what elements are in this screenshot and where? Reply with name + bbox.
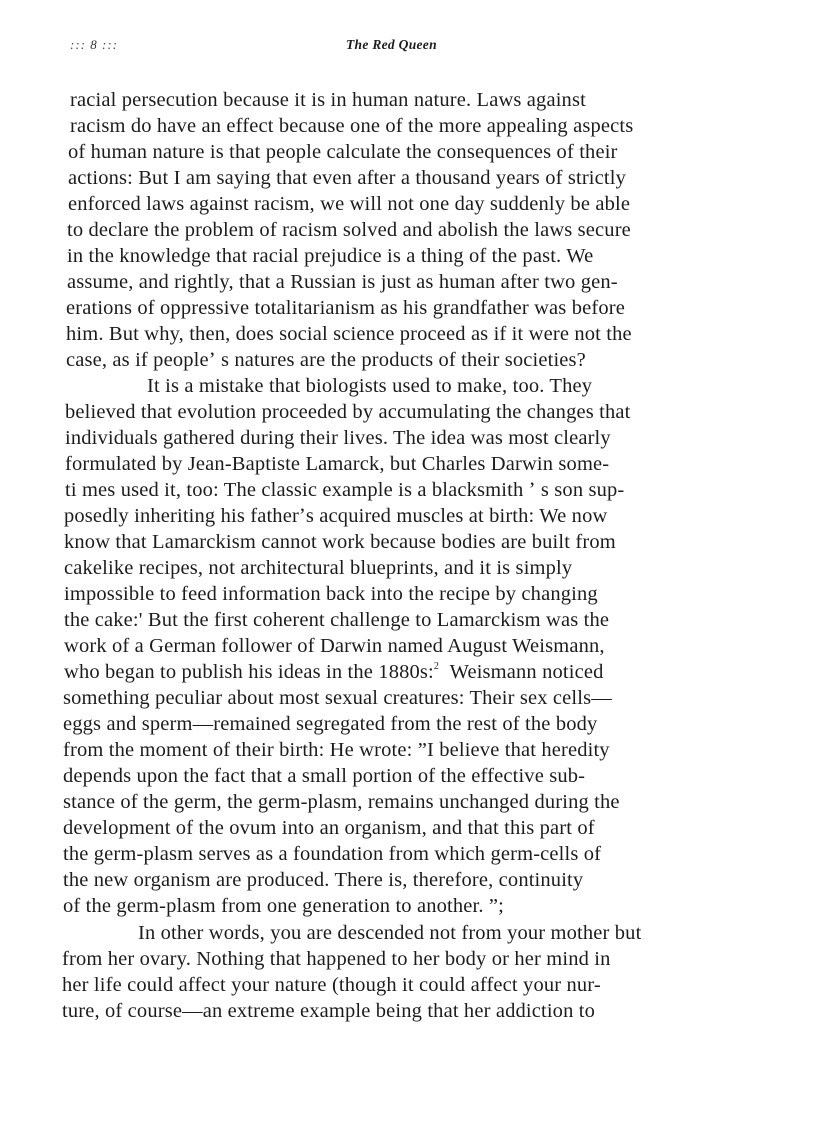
text-line: something peculiar about most sexual creatures: Their sex cells— bbox=[63, 687, 612, 709]
text-line: her life could affect your nature (though it could affect your nur- bbox=[62, 974, 601, 996]
text-line: from the moment of their birth: He wrote: ”I believe that heredity bbox=[63, 739, 610, 761]
text-line: racial persecution because it is in human nature. Laws against bbox=[70, 89, 586, 111]
text-line: in the knowledge that racial prejudice is a thing of the past. We bbox=[67, 245, 594, 267]
text-line: ture, of course—an extreme example being that her addiction to bbox=[62, 1000, 595, 1022]
footnote-marker: 2 bbox=[433, 661, 440, 672]
text-line: work of a German follower of Darwin named August Weismann, bbox=[64, 635, 605, 657]
text-line: posedly inheriting his fatherʼs acquired muscles at birth: We now bbox=[64, 505, 608, 527]
text-line: from her ovary. Nothing that happened to her body or her mind in bbox=[62, 948, 611, 970]
running-title: The Red Queen bbox=[346, 37, 437, 52]
text-line: stance of the germ, the germ-plasm, remains unchanged during the bbox=[63, 791, 620, 813]
text-line: cakelike recipes, not architectural blueprints, and it is simply bbox=[64, 557, 573, 579]
text-line-segment: Weismann noticed bbox=[449, 661, 604, 683]
text-line: erations of oppressive totalitarianism as his grandfather was before bbox=[66, 297, 625, 319]
text-line: the new organism are produced. There is, therefore, continuity bbox=[63, 869, 584, 891]
text-line: know that Lamarckism cannot work because bodies are built from bbox=[64, 531, 616, 553]
text-line: the cake:' But the first coherent challenge to Lamarckism was the bbox=[64, 609, 610, 631]
running-header bbox=[0, 37, 816, 57]
text-line: individuals gathered during their lives. The idea was most clearly bbox=[65, 427, 611, 449]
paragraph-first-line: In other words, you are descended not from your mother but bbox=[138, 922, 642, 944]
text-line: enforced laws against racism, we will not one day suddenly be able bbox=[68, 193, 631, 215]
text-line: case, as if peopleʼ s natures are the products of their societies? bbox=[66, 349, 586, 371]
text-line bbox=[64, 659, 603, 685]
text-line: the germ-plasm serves as a foundation from which germ-cells of bbox=[63, 843, 602, 865]
text-line-segment: who began to publish his ideas in the 1880s: bbox=[64, 661, 434, 683]
text-line: assume, and rightly, that a Russian is just as human after two gen- bbox=[67, 271, 618, 293]
text-line: actions: But I am saying that even after a thousand years of strictly bbox=[68, 167, 626, 189]
text-line: of human nature is that people calculate the consequences of their bbox=[68, 141, 618, 163]
text-line: of the germ-plasm from one generation to another. ”; bbox=[63, 895, 505, 917]
text-line: impossible to feed information back into the recipe by changing bbox=[64, 583, 598, 605]
page-number: ::: 8 ::: bbox=[70, 37, 118, 52]
text-line: formulated by Jean-Baptiste Lamarck, but Charles Darwin some- bbox=[65, 453, 610, 475]
text-line: believed that evolution proceeded by accumulating the changes that bbox=[65, 401, 631, 423]
text-line: racism do have an effect because one of the more appealing aspects bbox=[70, 115, 634, 137]
paragraph-first-line: It is a mistake that biologists used to make, too. They bbox=[147, 375, 593, 397]
text-line: ti mes used it, too: The classic example is a blacksmith ʼ s son sup- bbox=[65, 479, 625, 501]
text-line: depends upon the fact that a small portion of the effective sub- bbox=[63, 765, 586, 787]
text-line: development of the ovum into an organism, and that this part of bbox=[63, 817, 595, 839]
text-line: to declare the problem of racism solved and abolish the laws secure bbox=[67, 219, 631, 241]
text-line: eggs and sperm—remained segregated from the rest of the body bbox=[63, 713, 598, 735]
text-line: him. But why, then, does social science proceed as if it were not the bbox=[66, 323, 632, 345]
